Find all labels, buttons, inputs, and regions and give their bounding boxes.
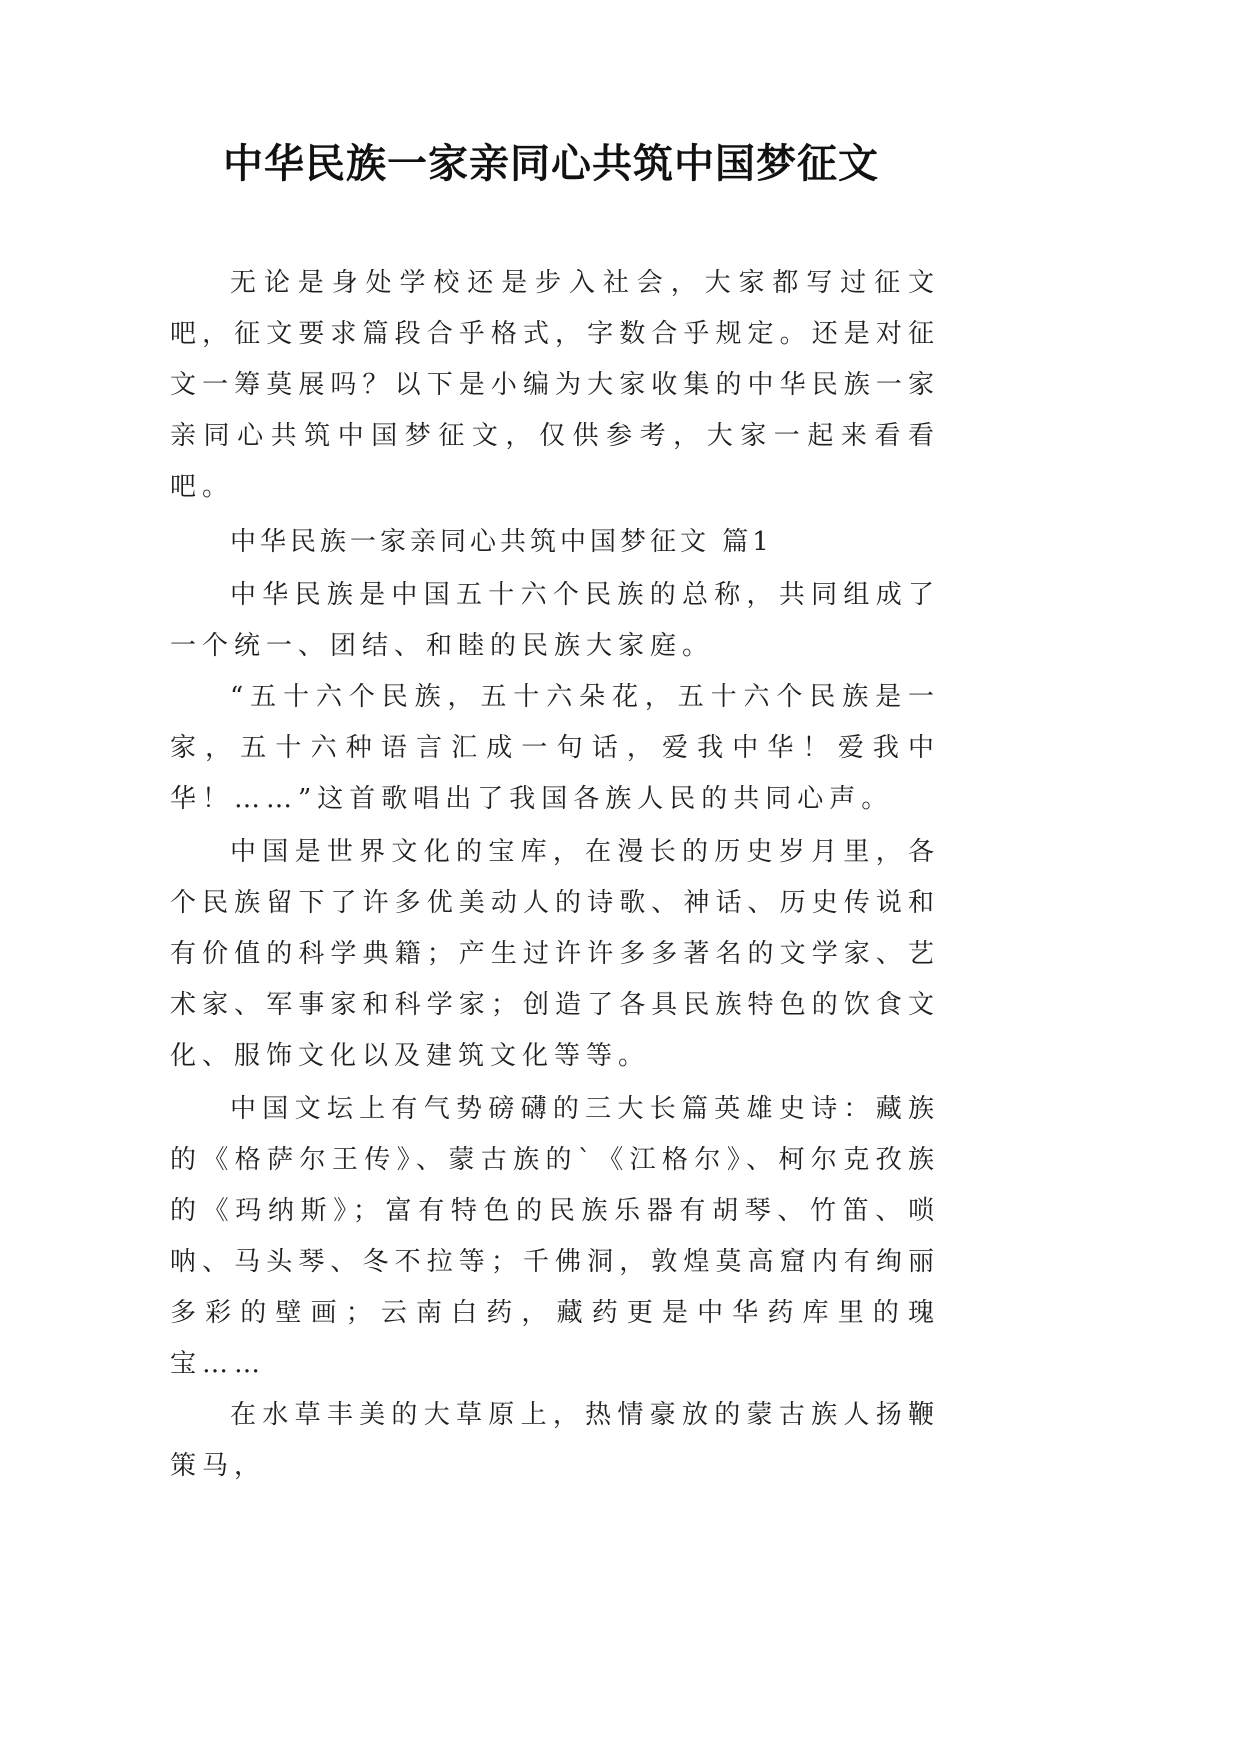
section-heading: 中华民族一家亲同心共筑中国梦征文 篇1 xyxy=(230,527,773,557)
body-paragraph-2: “五十六个民族，五十六朵花，五十六个民族是一家，五十六种语言汇成一句话，爱我中华！爱我中华！……”这首歌唱出了我国各族人民的共同心声。 xyxy=(170,682,940,814)
document-title: 中华民族一家亲同心共筑中国梦征文 xyxy=(223,141,879,187)
body-paragraph-1: 中华民族是中国五十六个民族的总称，共同组成了一个统一、团结、和睦的民族大家庭。 xyxy=(170,580,940,661)
body-paragraph-3: 中国是世界文化的宝库，在漫长的历史岁月里，各个民族留下了许多优美动人的诗歌、神话、历史传说和有价值的科学典籍；产生过许许多多著名的文学家、艺术家、军事家和科学家；创造了各具民族特色的饮食文化、服饰文化以及建筑文化等等。 xyxy=(170,837,940,1071)
intro-paragraph: 无论是身处学校还是步入社会，大家都写过征文吧，征文要求篇段合乎格式，字数合乎规定。还是对征文一筹莫展吗？以下是小编为大家收集的中华民族一家亲同心共筑中国梦征文，仅供参考，大家一起来看看吧。 xyxy=(170,268,940,502)
body-paragraph-5: 在水草丰美的大草原上，热情豪放的蒙古族人扬鞭策马， xyxy=(170,1400,940,1481)
body-paragraph-4: 中国文坛上有气势磅礴的三大长篇英雄史诗：藏族的《格萨尔王传》、蒙古族的`《江格尔》、柯尔克孜族的《玛纳斯》；富有特色的民族乐器有胡琴、竹笛、唢呐、马头琴、冬不拉等；千佛洞，敦煌莫高窟内有绚丽多彩的壁画；云南白药，藏药更是中华药库里的瑰宝…… xyxy=(170,1094,940,1379)
